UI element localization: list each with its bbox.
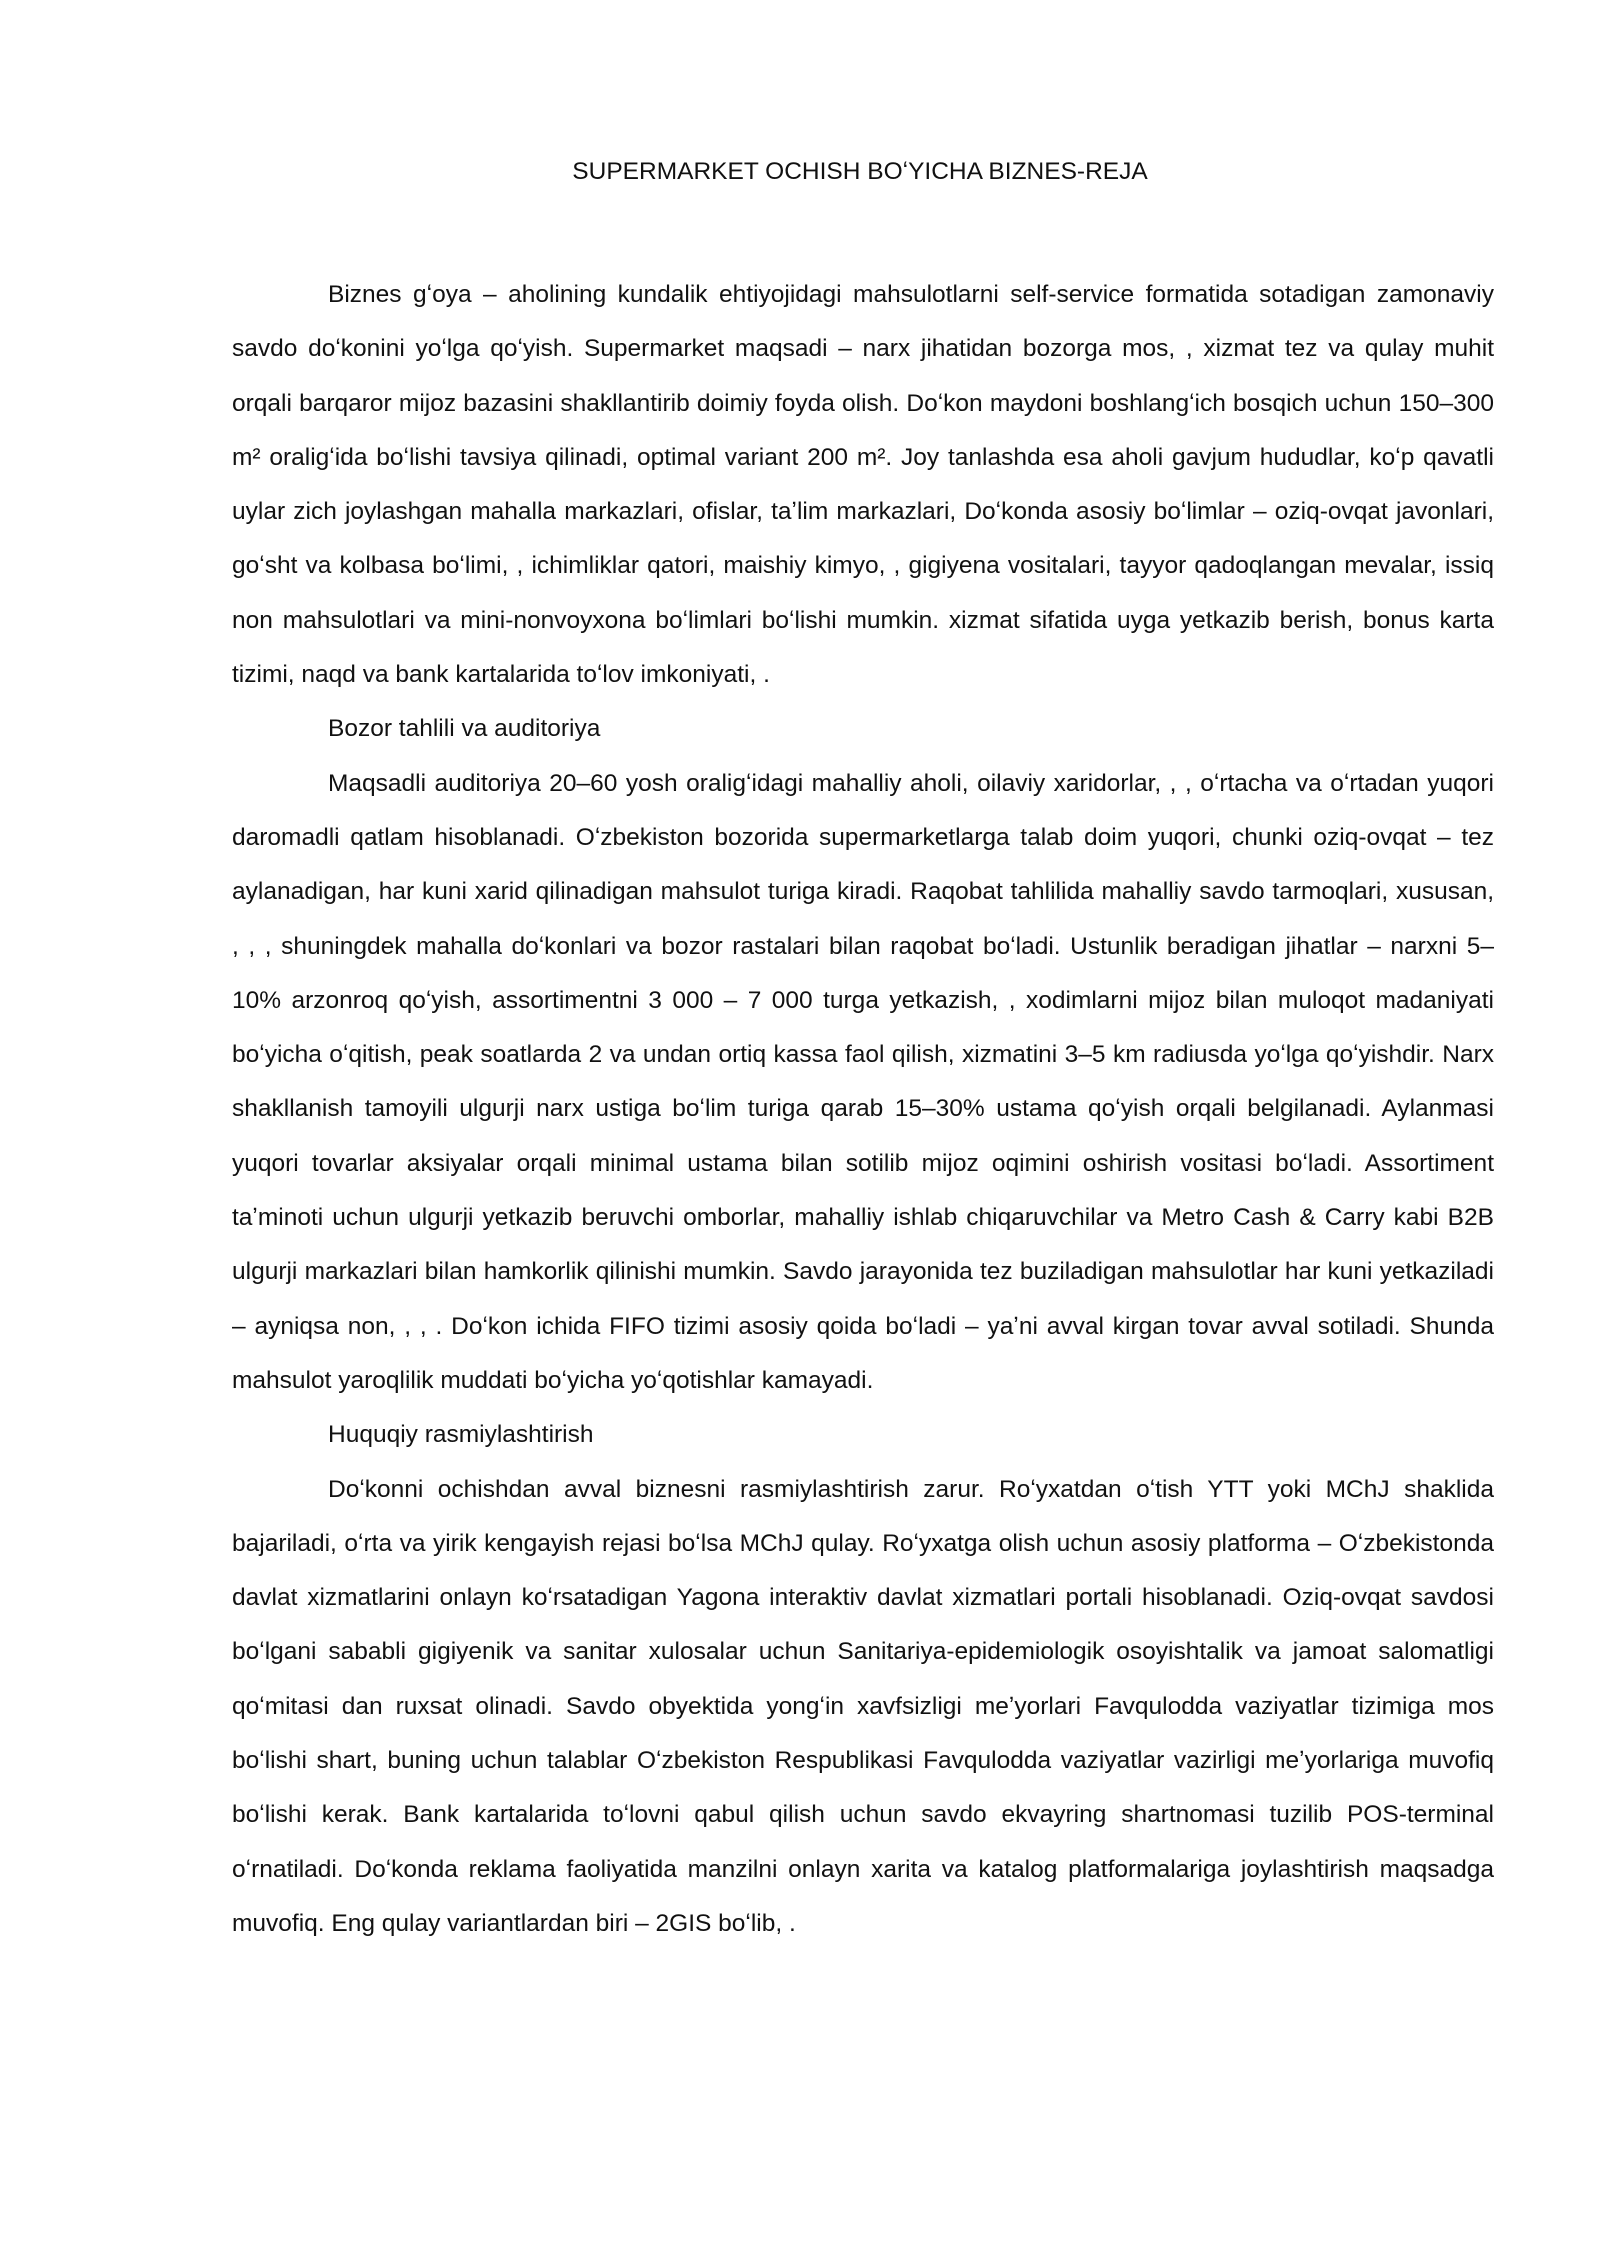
paragraph-business-idea: Biznes gʻoya – aholining kundalik ehtiyojidagi mahsulotlarni self-service formatida sotadigan zamonaviy savdo doʻkonini yoʻlga qoʻyish. Supermarket maqsadi – narx jihatidan bozorga mos, , xizmat tez va qulay muhit orqali barqaror mijoz bazasini shakllantirib doimiy foyda olish. Doʻkon maydoni boshlangʻich bosqich uchun 150–300 m² oraligʻida boʻlishi tavsiya qilinadi, optimal variant 200 m². Joy tanlashda esa aholi gavjum hududlar, koʻp qavatli uylar zich joylashgan mahalla markazlari, ofislar, taʼlim markazlari, Doʻkonda asosiy boʻlimlar – oziq-ovqat javonlari, goʻsht va kolbasa boʻlimi, , ichimliklar qatori, maishiy kimyo, , gigiyena vositalari, tayyor qadoqlangan mevalar, issiq non mahsulotlari va mini-nonvoyxona boʻlimlari boʻlishi mumkin. xizmat sifatida uyga yetkazib berish, bonus karta tizimi, naqd va bank kartalarida toʻlov imkoniyati, . (232, 281, 1494, 689)
paragraph-legal: Doʻkonni ochishdan avval biznesni rasmiylashtirish zarur. Roʻyxatdan oʻtish YTT yoki MChJ shaklida bajariladi, oʻrta va yirik kengayish rejasi boʻlsa MChJ qulay. Roʻyxatga olish uchun asosiy platforma – Oʻzbekistonda davlat xizmatlarini onlayn koʻrsatadigan Yagona interaktiv davlat xizmatlari portali hisoblanadi. Oziq-ovqat savdosi boʻlgani sababli gigiyenik va sanitar xulosalar uchun Sanitariya-epidemiologik osoyishtalik va jamoat salomatligi qoʻmitasi dan ruxsat olinadi. Savdo obyektida yongʻin xavfsizligi meʼyorlari Favqulodda vaziyatlar tizimiga mos boʻlishi shart, buning uchun talablar Oʻzbekiston Respublikasi Favqulodda vaziyatlar vazirligi meʼyorlariga muvofiq boʻlishi kerak. Bank kartalarida toʻlovni qabul qilish uchun savdo ekvayring shartnomasi tuzilib POS-terminal oʻrnatiladi. Doʻkonda reklama faoliyatida manzilni onlayn xarita va katalog platformalariga joylashtirish maqsadga muvofiq. Eng qulay variantlardan biri – 2GIS boʻlib, . (232, 1475, 1494, 1937)
document-title: SUPERMARKET OCHISH BOʻYICHA BIZNES-REJA (572, 158, 1148, 185)
section-heading-legal: Huquqiy rasmiylashtirish (328, 1421, 594, 1449)
paragraph-market-analysis: Maqsadli auditoriya 20–60 yosh oraligʻidagi mahalliy aholi, oilaviy xaridorlar, , , oʻrtacha va oʻrtadan yuqori daromadli qatlam hisoblanadi. Oʻzbekiston bozorida supermarketlarga talab doim yuqori, chunki oziq-ovqat – tez aylanadigan, har kuni xarid qilinadigan mahsulot turiga kiradi. Raqobat tahlilida mahalliy savdo tarmoqlari, xususan, , , , shuningdek mahalla doʻkonlari va bozor rastalari bilan raqobat boʻladi. Ustunlik beradigan jihatlar – narxni 5–10% arzonroq qoʻyish, assortimentni 3 000 – 7 000 turga yetkazish, , xodimlarni mijoz bilan muloqot madaniyati boʻyicha oʻqitish, peak soatlarda 2 va undan ortiq kassa faol qilish, xizmatini 3–5 km radiusda yoʻlga qoʻyishdir. Narx shakllanish tamoyili ulgurji narx ustiga boʻlim turiga qarab 15–30% ustama qoʻyish orqali belgilanadi. Aylanmasi yuqori tovarlar aksiyalar orqali minimal ustama bilan sotilib mijoz oqimini oshirish vositasi boʻladi. Assortiment taʼminoti uchun ulgurji yetkazib beruvchi omborlar, mahalliy ishlab chiqaruvchilar va Metro Cash & Carry kabi B2B ulgurji markazlari bilan hamkorlik qilinishi mumkin. Savdo jarayonida tez buziladigan mahsulotlar har kuni yetkaziladi – ayniqsa non, , , . Doʻkon ichida FIFO tizimi asosiy qoida boʻladi – yaʼni avval kirgan tovar avval sotiladi. Shunda mahsulot yaroqlilik muddati boʻyicha yoʻqotishlar kamayadi. (232, 769, 1494, 1394)
document-body (232, 268, 1494, 1951)
section-heading-market-analysis: Bozor tahlili va auditoriya (328, 715, 601, 743)
